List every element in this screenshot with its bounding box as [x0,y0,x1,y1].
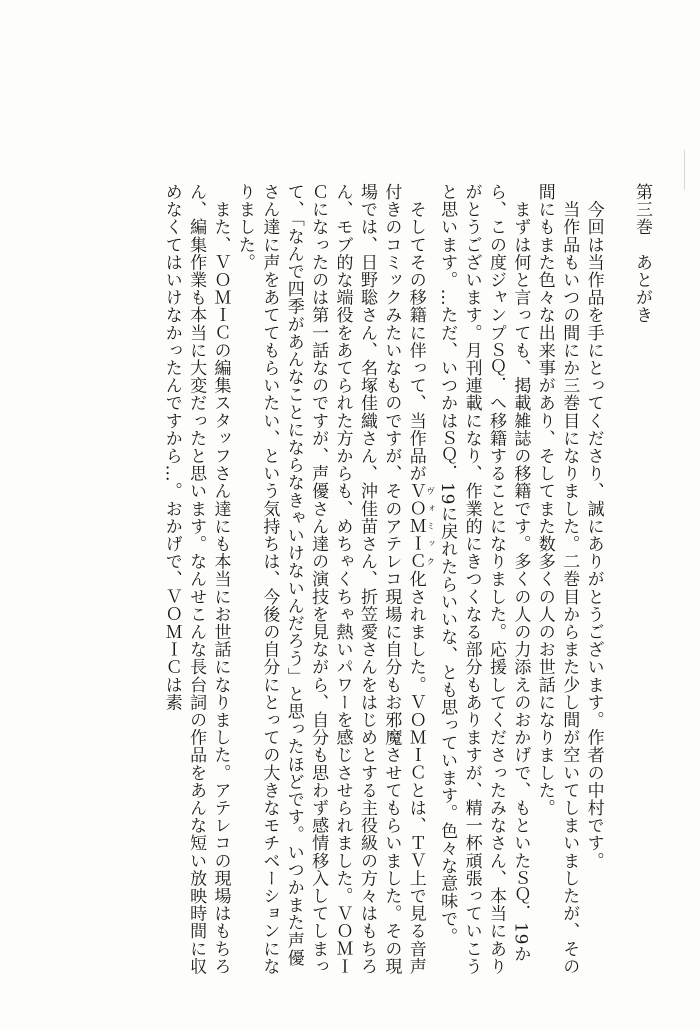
afterword-title: 第三巻 あとがき [632,183,652,324]
vomic-ruby [405,482,435,571]
paragraph-staff-thanks: また、ＶＯＭＩＣの編集スタッフさん達にも本当にお世話になりました。アテレコの現場はもちろん、編集作業も本当に大変だったと思います。なんせこんな長台詞の作品をあんな短い放映時間に収めなくてはいけなかったんですから…。おかげで、ＶＯＭＩＣは素 [161,183,231,975]
afterword-text [159,183,654,983]
vomic-ruby-base: ＶＯＭＩＣ [405,482,426,571]
vomic-ruby-reading: ヴォミック [424,482,435,571]
paragraph-vomic [233,183,435,983]
paragraph-greeting: 今回は当作品を手にとってくださり、誠にありがとうございます。作者の中村です。 [583,183,604,870]
scan-margin-line [684,150,685,190]
paragraph-magazine-move: まずは何と言っても、掲載雑誌の移籍です。多くの人の力添えのおかげで、もといたＳＱ．19から、この度ジャンプＳＱ．へ移籍することになりました。応援してくださったみなさん、本当にありがとうございます。月刊連載になり、作業的にきつくなる部分もありますが、精一杯頑張っていこうと思います。…ただ、いつかはＳＱ．19に戻れたらいいな、とも思っています。色々な意味で。 [437,183,531,975]
vomic-paragraph-rest: 化されました。ＶＯＭＩＣとは、ＴＶ上で見る音声付きのコミックみたいなものですが、そのアテレコ現場に自分もお邪魔させてもらいました。その現場では、日野聡さん、名塚佳織さん、沖佳苗さん、折笠愛さんをはじめとする主役級の方々はもちろん、モブ的な端役をあてられた方からも、めちゃくちゃ熱いパワーを感じさせられました。ＶＯＭＩＣになったのは第一話なのですが、声優さん達の演技を見ながら、自分も思わず感情移入してしまって、「なんで四季があんなことにならなきゃいけないんだろう」と思ったほどです。いつかまた声優さん達に声をあててもらいたい、という気持ちは、今後の自分にとっての大きなモチベーションになりました。 [234,183,426,976]
paragraph-third-volume: 当作品もいつの間にか三巻目になりました。二巻目からまた少し間が空いてしまいましたが、その間にもまた色々な出来事があり、そしてまた数多くの人のお世話になりました。 [534,183,580,975]
vomic-paragraph-lead: そしてその移籍に伴って、当作品が [405,183,426,483]
